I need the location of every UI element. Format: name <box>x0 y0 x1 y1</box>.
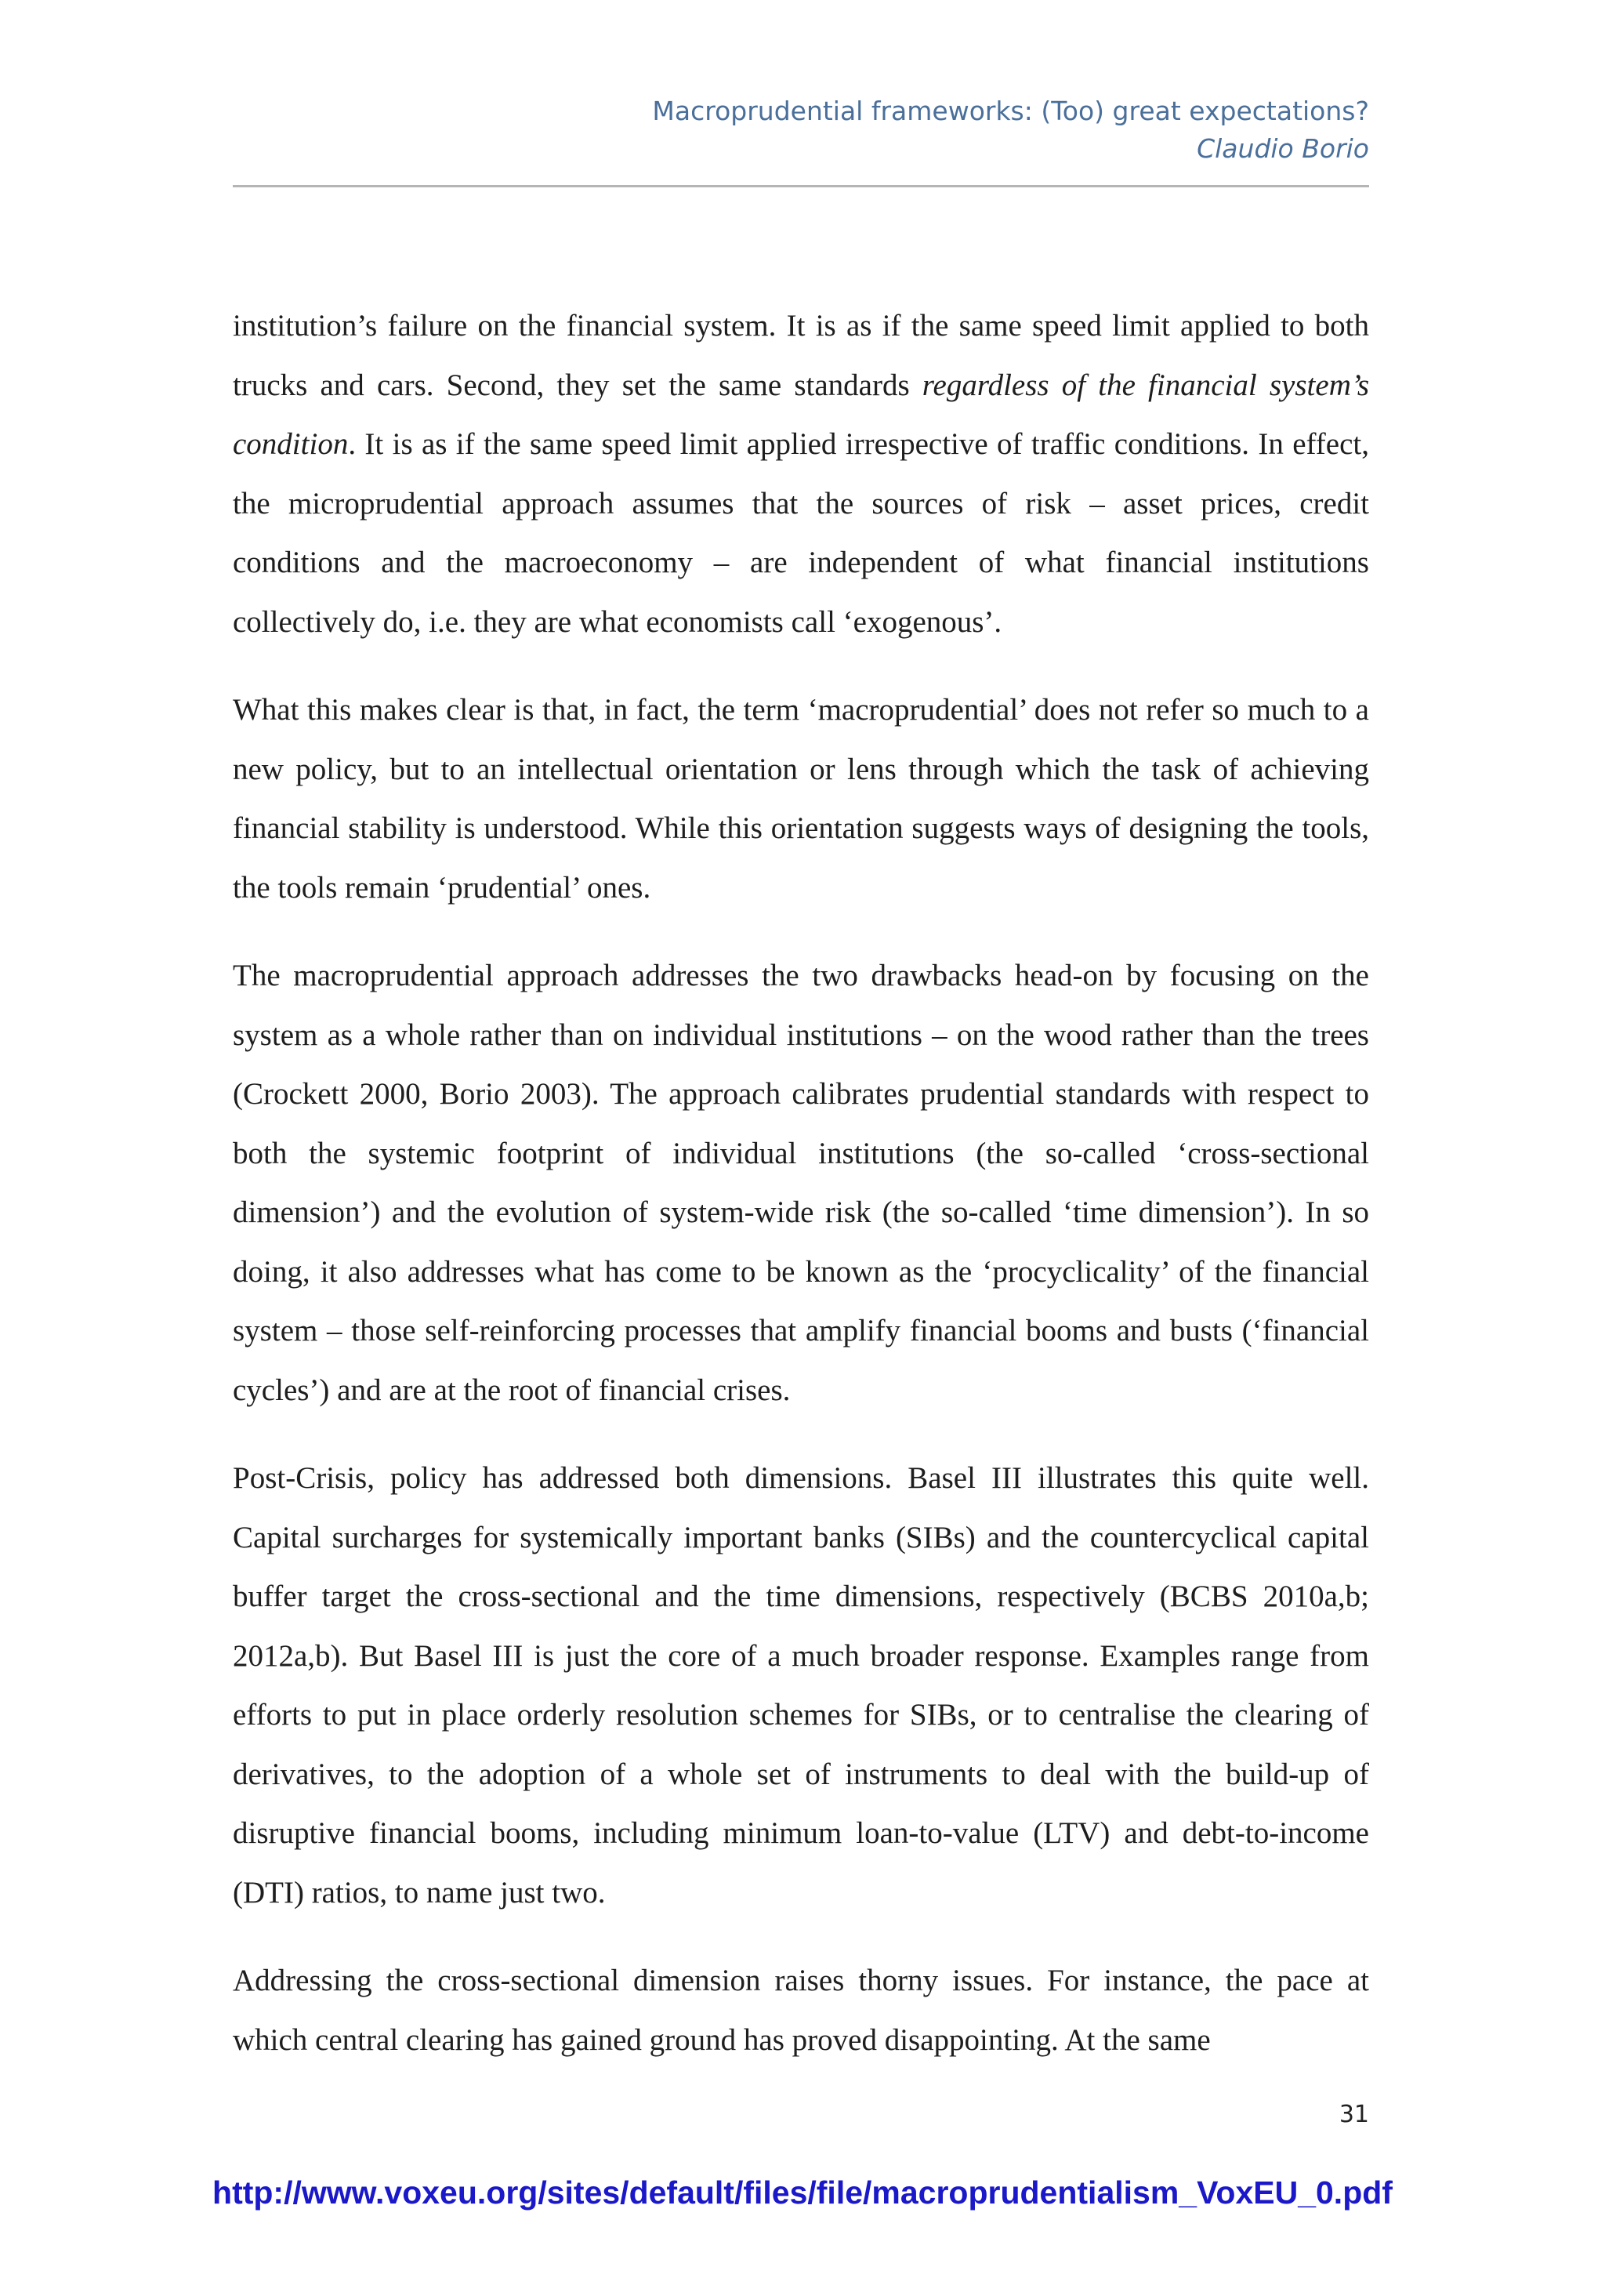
header-divider <box>233 185 1369 187</box>
header-author: Claudio Borio <box>1197 133 1369 164</box>
running-header <box>233 92 1369 168</box>
paragraph-1-part-c: . It is as if the same speed limit applied irrespective of traffic conditions. In effect, the microprudential approach assumes that the sources of risk – asset prices, credit conditions and the macroeconomy – are independent of what financial institutions collectively do, i.e. they are what economists call ‘exogenous’. <box>233 427 1369 639</box>
paragraph-1-emphasis: regardless of the financial system’s condition <box>233 368 1369 461</box>
page-number: 31 <box>1339 2101 1369 2128</box>
paragraph-1-part-a: institution’s failure on the financial system. It is as if the same speed limit applied to both trucks and cars. Second, they set the same standards <box>233 309 1369 402</box>
body-text <box>233 296 1369 2098</box>
paragraph-4: Post-Crisis, policy has addressed both dimensions. Basel III illustrates this quite well. Capital surcharges for systemically important banks (SIBs) and the countercyclical capital buffer target the cross-sectional and the time dimensions, respectively (BCBS 2010a,b; 2012a,b). But Basel III is just the core of a much broader response. Examples range from efforts to put in place orderly resolution schemes for SIBs, or to centralise the clearing of derivatives, to the adoption of a whole set of instruments to deal with the build-up of disruptive financial booms, including minimum loan-to-value (LTV) and debt-to-income (DTI) ratios, to name just two. <box>233 1461 1369 1910</box>
paragraph-3: The macroprudential approach addresses the two drawbacks head-on by focusing on the system as a whole rather than on individual institutions – on the wood rather than the trees (Crockett 2000, Borio 2003). The approach calibrates prudential standards with respect to both the systemic footprint of individual institutions (the so-called ‘cross-sectional dimension’) and the evolution of system-wide risk (the so-called ‘time dimension’). In so doing, it also addresses what has come to be known as the ‘procyclicality’ of the financial system – those self-reinforcing processes that amplify financial booms and busts (‘financial cycles’) and are at the root of financial crises. <box>233 959 1369 1407</box>
paragraph-1 <box>233 296 1369 651</box>
paragraph-5: Addressing the cross-sectional dimension raises thorny issues. For instance, the pace at which central clearing has gained ground has proved disappointing. At the same <box>233 1964 1369 2057</box>
source-url-link[interactable]: http://www.voxeu.org/sites/default/files/file/macroprudentialism_VoxEU_0.pdf <box>212 2174 1393 2211</box>
paragraph-2: What this makes clear is that, in fact, the term ‘macroprudential’ does not refer so much to a new policy, but to an intellectual orientation or lens through which the task of achieving financial stability is understood. While this orientation suggests ways of designing the tools, the tools remain ‘prudential’ ones. <box>233 693 1369 905</box>
header-title: Macroprudential frameworks: (Too) great expectations? <box>652 96 1369 126</box>
